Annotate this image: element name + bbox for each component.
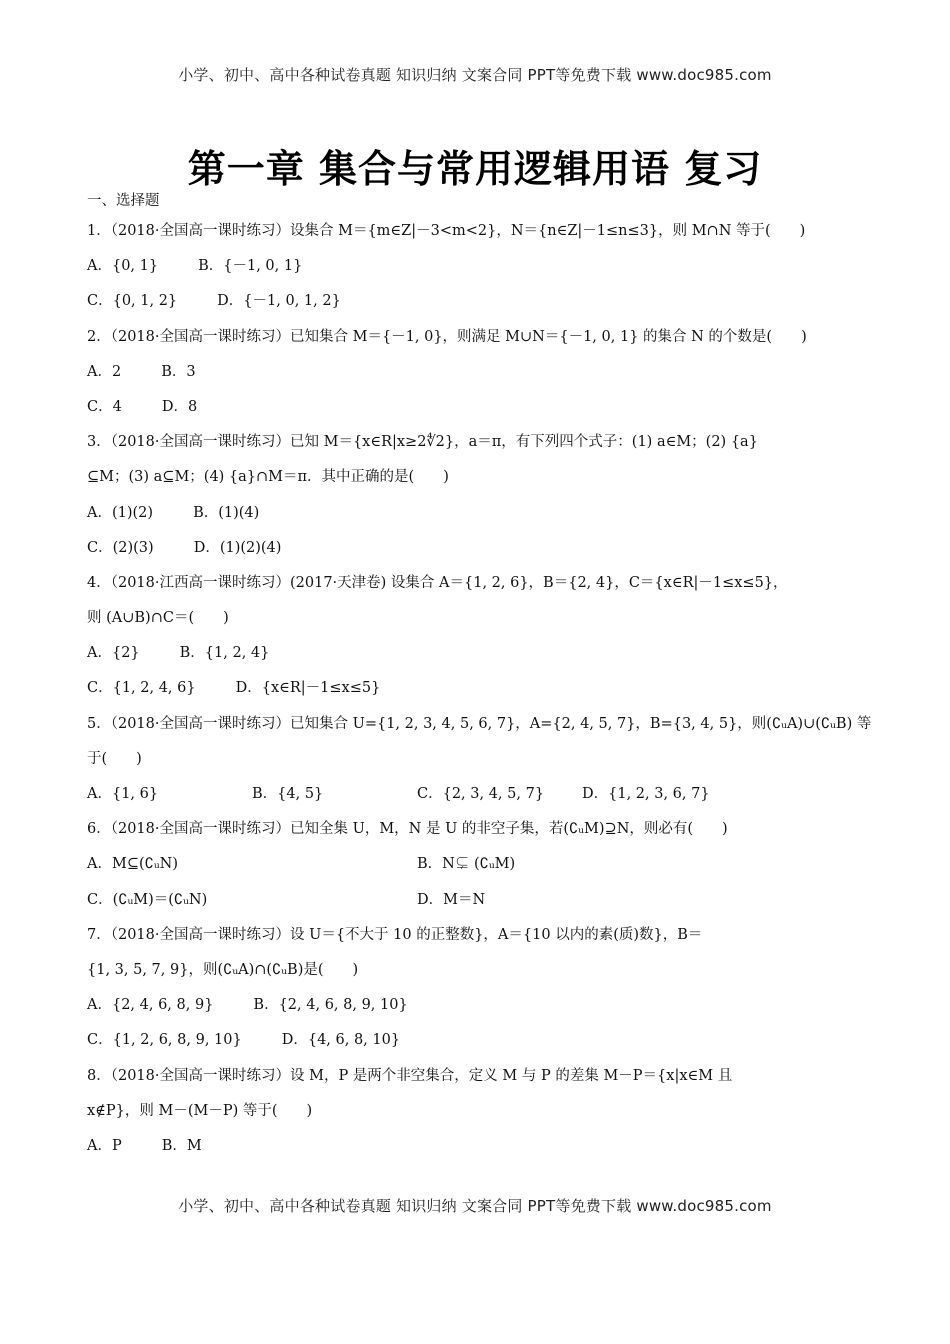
question-4-option-a[interactable]: A．{2} xyxy=(87,645,140,662)
question-6-options-row-1 xyxy=(87,847,877,882)
question-6-option-c[interactable]: C．(∁ᵤM)＝(∁ᵤN) xyxy=(87,891,208,908)
question-2-option-c[interactable]: C．4 xyxy=(87,398,122,415)
question-6-option-a[interactable]: A．M⊆(∁ᵤN) xyxy=(87,856,178,873)
question-1-option-d[interactable]: D．{－1, 0, 1, 2} xyxy=(217,293,341,310)
question-1-option-c[interactable]: C．{0, 1, 2} xyxy=(87,293,178,310)
question-3-options-row-1 xyxy=(87,496,877,531)
question-1-options-row-2 xyxy=(87,284,877,319)
question-6-stem: 6．（2018·全国高一课时练习）已知全集 U，M，N 是 U 的非空子集，若(∁ᵤM)⊇N，则必有( ) xyxy=(87,821,728,838)
question-8-stem-line-1: 8．（2018·全国高一课时练习）设 M，P 是两个非空集合，定义 M 与 P 的差集 M－P＝{x|x∈M 且 xyxy=(87,1067,733,1084)
question-4-stem-line-2: 则 (A∪B)∩C＝( ) xyxy=(87,610,229,627)
question-5-stem-line-1: 5．（2018·全国高一课时练习）已知集合 U={1, 2, 3, 4, 5, 6, 7}，A={2, 4, 5, 7}，B={3, 4, 5}，则(∁ᵤA)∪(∁ᵤB) 等 xyxy=(87,715,872,732)
question-1-options-row-1 xyxy=(87,249,877,284)
question-6-option-b[interactable]: B．N⊊ (∁ᵤM) xyxy=(417,856,516,873)
question-4-option-d[interactable]: D．{x∈R|－1≤x≤5} xyxy=(235,680,381,697)
question-4-option-c[interactable]: C．{1, 2, 4, 6} xyxy=(87,680,196,697)
question-8-option-b[interactable]: B．M xyxy=(161,1137,202,1154)
question-2-options-row-1 xyxy=(87,355,877,390)
question-3-stem-line-1: 3．（2018·全国高一课时练习）已知 M＝{x∈R|x≥2∜2}，a＝π，有下列四个式子：(1) a∈M；(2) {a} xyxy=(87,434,758,451)
question-1-option-b[interactable]: B．{－1, 0, 1} xyxy=(198,258,303,275)
question-2-stem: 2．（2018·全国高一课时练习）已知集合 M＝{－1, 0}，则满足 M∪N＝{－1, 0, 1} 的集合 N 的个数是( ) xyxy=(87,328,807,345)
question-4-option-b[interactable]: B．{1, 2, 4} xyxy=(179,645,270,662)
question-6-options-row-2 xyxy=(87,883,877,918)
question-3-option-c[interactable]: C．(2)(3) xyxy=(87,539,154,556)
question-3-options-row-2 xyxy=(87,531,877,566)
question-4-stem-line-1: 4．（2018·江西高一课时练习）(2017·天津卷) 设集合 A＝{1, 2, 6}，B＝{2, 4}，C＝{x∈R|－1≤x≤5}， xyxy=(87,574,788,591)
question-4-options-row-2 xyxy=(87,671,877,706)
question-5-option-d[interactable]: D．{1, 2, 3, 6, 7} xyxy=(582,786,710,802)
question-5-option-a[interactable]: A．{1, 6} xyxy=(87,786,159,802)
question-8-option-a[interactable]: A．P xyxy=(87,1137,122,1154)
question-7-stem-line-2: {1, 3, 5, 7, 9}，则(∁ᵤA)∩(∁ᵤB)是( ) xyxy=(87,961,359,978)
question-7-options-row-1 xyxy=(87,988,877,1023)
question-2-option-a[interactable]: A．2 xyxy=(87,363,122,380)
footer-banner: 小学、初中、高中各种试卷真题 知识归纳 文案合同 PPT等免费下载 www.doc985.com xyxy=(178,1197,772,1215)
question-5-option-b[interactable]: B．{4, 5} xyxy=(252,786,324,802)
question-3-option-a[interactable]: A．(1)(2) xyxy=(87,504,154,521)
question-7-option-b[interactable]: B．{2, 4, 6, 8, 9, 10} xyxy=(253,997,408,1014)
question-1-option-a[interactable]: A．{0, 1} xyxy=(87,258,159,275)
question-2-option-d[interactable]: D．8 xyxy=(161,398,198,415)
question-5-stem-line-2: 于( ) xyxy=(87,750,142,767)
question-6-option-d[interactable]: D．M＝N xyxy=(417,891,486,908)
question-7-stem-line-1: 7．（2018·全国高一课时练习）设 U＝{不大于 10 的正整数}，A＝{10 以内的素(质)数}，B＝ xyxy=(87,926,703,943)
question-3-option-b[interactable]: B．(1)(4) xyxy=(193,504,260,521)
question-2-options-row-2 xyxy=(87,390,877,425)
question-2-option-b[interactable]: B．3 xyxy=(161,363,196,380)
question-1-stem: 1．（2018·全国高一课时练习）设集合 M＝{m∈Z|－3<m<2}，N＝{n∈Z|－1≤n≤3}，则 M∩N 等于( ) xyxy=(87,223,806,239)
question-3-option-d[interactable]: D．(1)(2)(4) xyxy=(193,539,282,556)
page-title: 第一章 集合与常用逻辑用语 复习 xyxy=(187,147,763,191)
question-4-options-row-1 xyxy=(87,636,877,671)
question-list xyxy=(87,188,877,1164)
question-7-option-c[interactable]: C．{1, 2, 6, 8, 9, 10} xyxy=(87,1032,242,1049)
question-7-option-a[interactable]: A．{2, 4, 6, 8, 9} xyxy=(87,997,214,1014)
header-banner: 小学、初中、高中各种试卷真题 知识归纳 文案合同 PPT等免费下载 www.doc985.com xyxy=(178,66,772,84)
question-3-stem-line-2: ⊆M；(3) a⊆M；(4) {a}∩M＝π．其中正确的是( ) xyxy=(87,469,449,486)
question-7-options-row-2 xyxy=(87,1023,877,1058)
question-5-options-row xyxy=(87,777,877,812)
question-8-stem-line-2: x∉P}，则 M－(M－P) 等于( ) xyxy=(87,1102,313,1119)
section-heading: 一、选择题 xyxy=(87,193,160,209)
question-5-option-c[interactable]: C．{2, 3, 4, 5, 7} xyxy=(417,786,545,802)
question-7-option-d[interactable]: D．{4, 6, 8, 10} xyxy=(281,1032,401,1049)
question-8-options-row-1 xyxy=(87,1129,877,1164)
